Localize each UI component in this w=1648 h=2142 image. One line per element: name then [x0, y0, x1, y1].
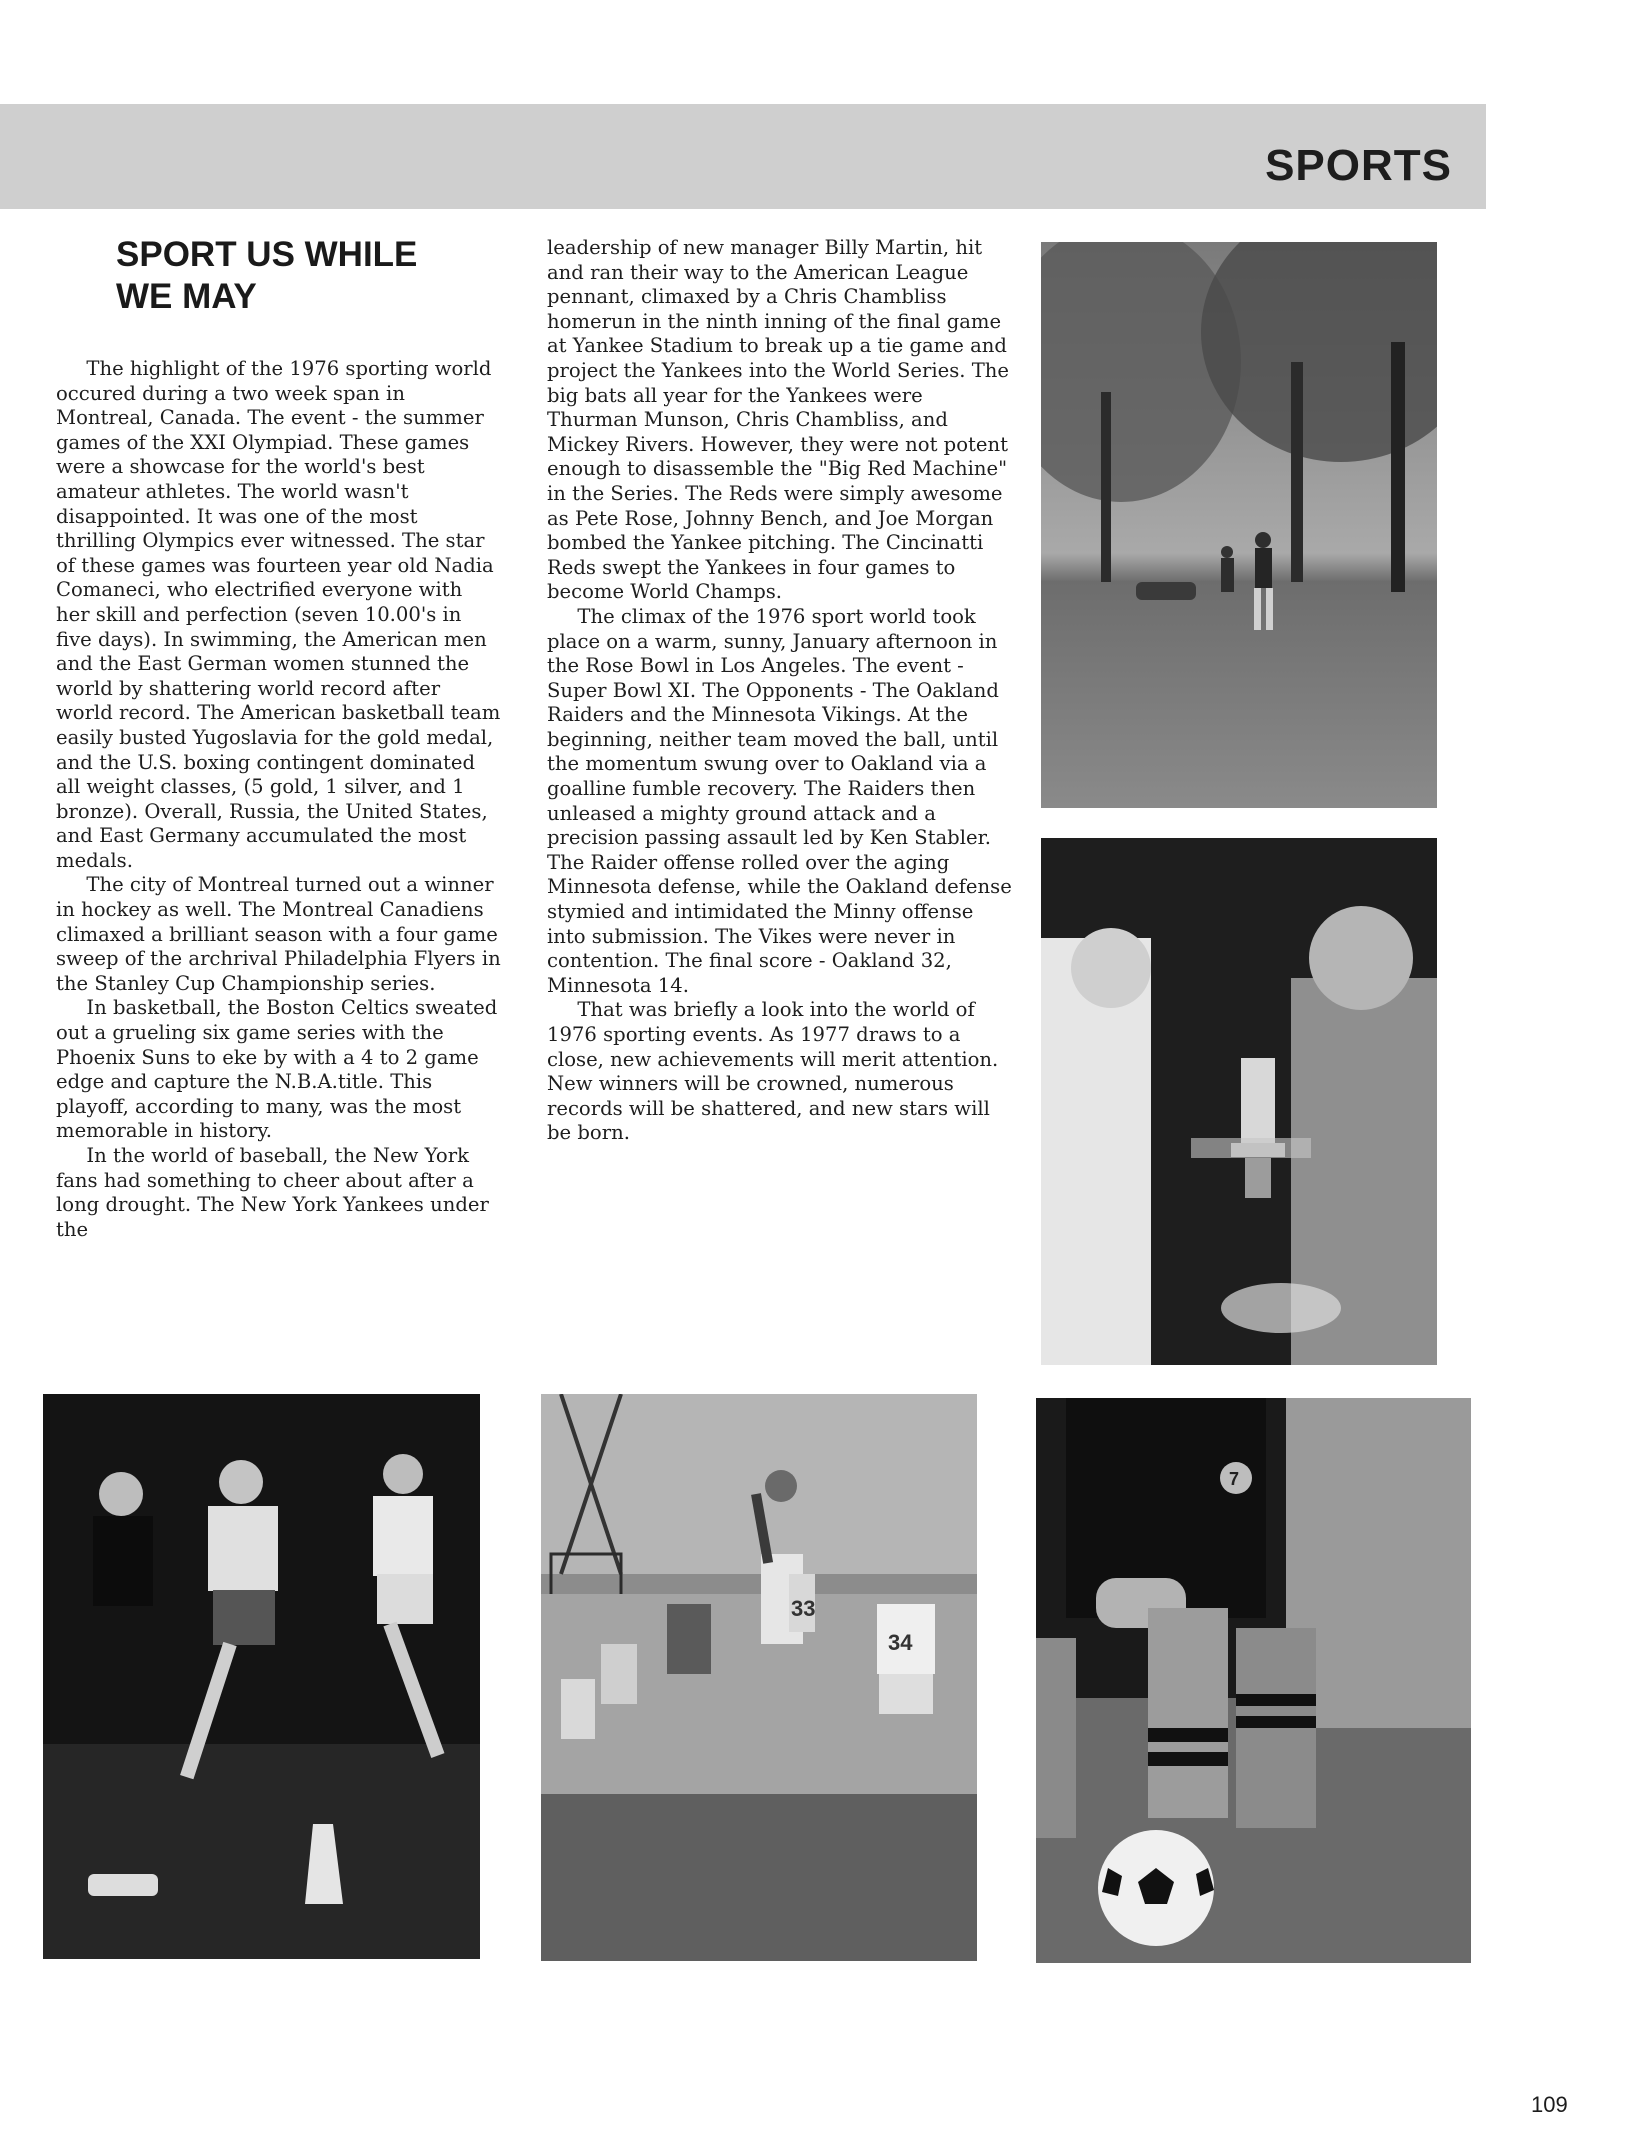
photo-cross-country-runners — [1041, 242, 1437, 808]
jersey-number-34: 34 — [888, 1630, 913, 1655]
article-column-1 — [56, 357, 501, 1242]
paragraph-closing: That was briefly a look into the world of 1976 sporting events. As 1977 draws to a close, new achievements will merit attention. New winners will be crowned, numerous records will be shattered, and new stars will be born. — [547, 998, 999, 1145]
article-column-2 — [547, 236, 1017, 1146]
paragraph-super-bowl: The climax of the 1976 sport world took place on a warm, sunny, January afternoon in the Rose Bowl in Los Angeles. The event - Super Bowl XI. The Opponents - The Oakland Raiders and the Minnesota Vikings. At the beginning, neither team moved the ball, until the momentum swung over to Oakland via a goalline fumble recovery. The Raiders then unleased a mighty ground attack and a precision passing assault led by Ken Stabler. The Raider offense rolled over the aging Minnesota defense, while the Oakland defense stymied and intimidated the Minny offense into submission. The Vikes were never in contention. The final score - Oakland 32, Minnesota 14. — [547, 604, 1012, 997]
paragraph-olympics: The highlight of the 1976 sporting world occured during a two week span in Montreal, Canada. The event - the summer games of the XXI Olympiad. These games were a showcase for the world's best amateur athletes. The world wasn't disappointed. It was one of the most thrilling Olympics ever witnessed. The star of these games was fourteen year old Nadia Comaneci, who electrified everyone with her skill and perfection (seven 10.00's in five days). In swimming, the American men and the East German women stunned the world by shattering world record after world record. The American basketball team easily busted Yugoslavia for the gold medal, and the U.S. boxing contingent dominated all weight classes, (5 gold, 1 silver, and 1 bronze). Overall, Russia, the United States, and East Germany accumulated the most medals. — [56, 357, 501, 872]
article-headline — [116, 234, 536, 318]
jersey-number-33: 33 — [791, 1596, 816, 1621]
photo-soccer-players-seated — [1036, 1398, 1471, 1963]
paragraph-basketball: In basketball, the Boston Celtics sweated out a grueling six game series with the Phoenix Suns to eke by with a 4 to 2 game edge and capture the N.B.A.title. This playoff, according to many, was the most memorable in history. — [56, 996, 498, 1143]
jersey-number-7: 7 — [1229, 1469, 1240, 1489]
paragraph-hockey: The city of Montreal turned out a winner in hockey as well. The Montreal Canadiens climaxed a brilliant season with a four game sweep of the archrival Philadelphia Flyers in the Stanley Cup Championship series. — [56, 873, 501, 995]
photo-basketball-game — [541, 1394, 977, 1961]
paragraph-baseball-start: In the world of baseball, the New York fans had something to cheer about after a long drought. The New York Yankees under the — [56, 1144, 489, 1241]
photo-indoor-track-race — [43, 1394, 480, 1959]
page-number: 109 — [1531, 2092, 1568, 2117]
headline-line-2: WE MAY — [116, 277, 257, 316]
headline-line-1: SPORT US WHILE — [116, 235, 418, 274]
photo-trophy-presentation — [1041, 838, 1437, 1365]
paragraph-baseball-cont: leadership of new manager Billy Martin, hit and ran their way to the American League pennant, climaxed by a Chris Chambliss homerun in the ninth inning of the final game at Yankee Stadium to break up a tie game and project the Yankees into the World Series. The big bats all year for the Yankees were Thurman Munson, Chris Chambliss, and Mickey Rivers. However, they were not potent enough to disassemble the "Big Red Machine" in the Series. The Reds were simply awesome as Pete Rose, Johnny Bench, and Joe Morgan bombed the Yankee pitching. The Cincinatti Reds swept the Yankees in four games to become World Champs. — [547, 236, 1009, 604]
section-title: SPORTS — [1265, 141, 1452, 190]
section-banner — [0, 104, 1486, 209]
